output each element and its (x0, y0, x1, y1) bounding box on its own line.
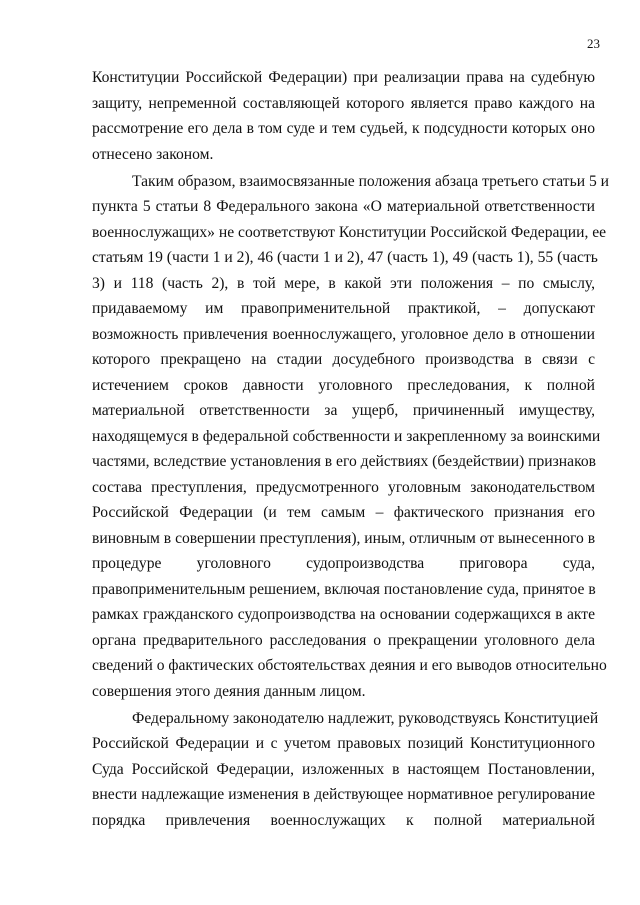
text-line: процедуре уголовного судопроизводства приговора суда, (92, 555, 595, 572)
text-line: порядка привлечения военнослужащих к полной материальной (92, 812, 595, 829)
text-line: Суда Российской Федерации, изложенных в настоящем Постановлении, (92, 761, 595, 778)
text-line: органа предварительного расследования о прекращении уголовного дела (92, 632, 595, 649)
text-line: Таким образом, взаимосвязанные положения абзаца третьего статьи 5 и (132, 173, 609, 190)
text-line: правоприменительным решением, включая постановление суда, принятое в (92, 581, 596, 598)
text-line: Конституции Российской Федерации) при реализации права на судебную (92, 69, 595, 86)
text-line: материальной ответственности за ущерб, причиненный имуществу, (92, 402, 595, 419)
text-line: 3) и 118 (часть 2), в той мере, в какой эти положения – по смыслу, (92, 275, 595, 292)
text-line: которого прекращено на стадии досудебного производства в связи с (92, 351, 595, 368)
text-line: внести надлежащие изменения в действующее нормативное регулирование (92, 786, 595, 803)
text-line: совершения этого деяния данным лицом. (92, 683, 366, 700)
text-line: рассмотрение его дела в том суде и тем судьей, к подсудности которых оно (92, 120, 595, 137)
text-line: военнослужащих» не соответствуют Конституции Российской Федерации, ее (92, 224, 607, 241)
text-line: рамках гражданского судопроизводства на основании содержащихся в акте (92, 606, 595, 623)
page-number: 23 (587, 36, 600, 51)
text-line: виновным в совершении преступления), иным, отличным от вынесенного в (92, 530, 596, 547)
text-line: Российской Федерации (и тем самым – фактического признания его (92, 504, 595, 521)
text-line: придаваемому им правоприменительной практикой, – допускают (92, 300, 595, 317)
text-line: защиту, непременной составляющей которого является право каждого на (92, 95, 595, 112)
text-line: состава преступления, предусмотренного уголовным законодательством (92, 479, 595, 496)
text-line: возможность привлечения военнослужащего, уголовное дело в отношении (92, 326, 595, 343)
text-line: находящемуся в федеральной собственности и закрепленному за воинскими (92, 428, 601, 445)
text-line: пункта 5 статьи 8 Федерального закона «О материальной ответственности (92, 198, 595, 215)
text-line: отнесено законом. (92, 146, 214, 163)
text-line: сведений о фактических обстоятельствах деяния и его выводов относительно (92, 657, 607, 674)
text-line: Российской Федерации и с учетом правовых позиций Конституционного (92, 735, 595, 752)
text-line: Федеральному законодателю надлежит, руководствуясь Конституцией (132, 710, 599, 727)
text-line: статьям 19 (части 1 и 2), 46 (части 1 и 2), 47 (часть 1), 49 (часть 1), 55 (часть (92, 249, 598, 266)
text-line: частями, вследствие установления в его действиях (бездействии) признаков (92, 453, 597, 470)
text-line: истечением сроков давности уголовного преследования, к полной (92, 377, 595, 394)
